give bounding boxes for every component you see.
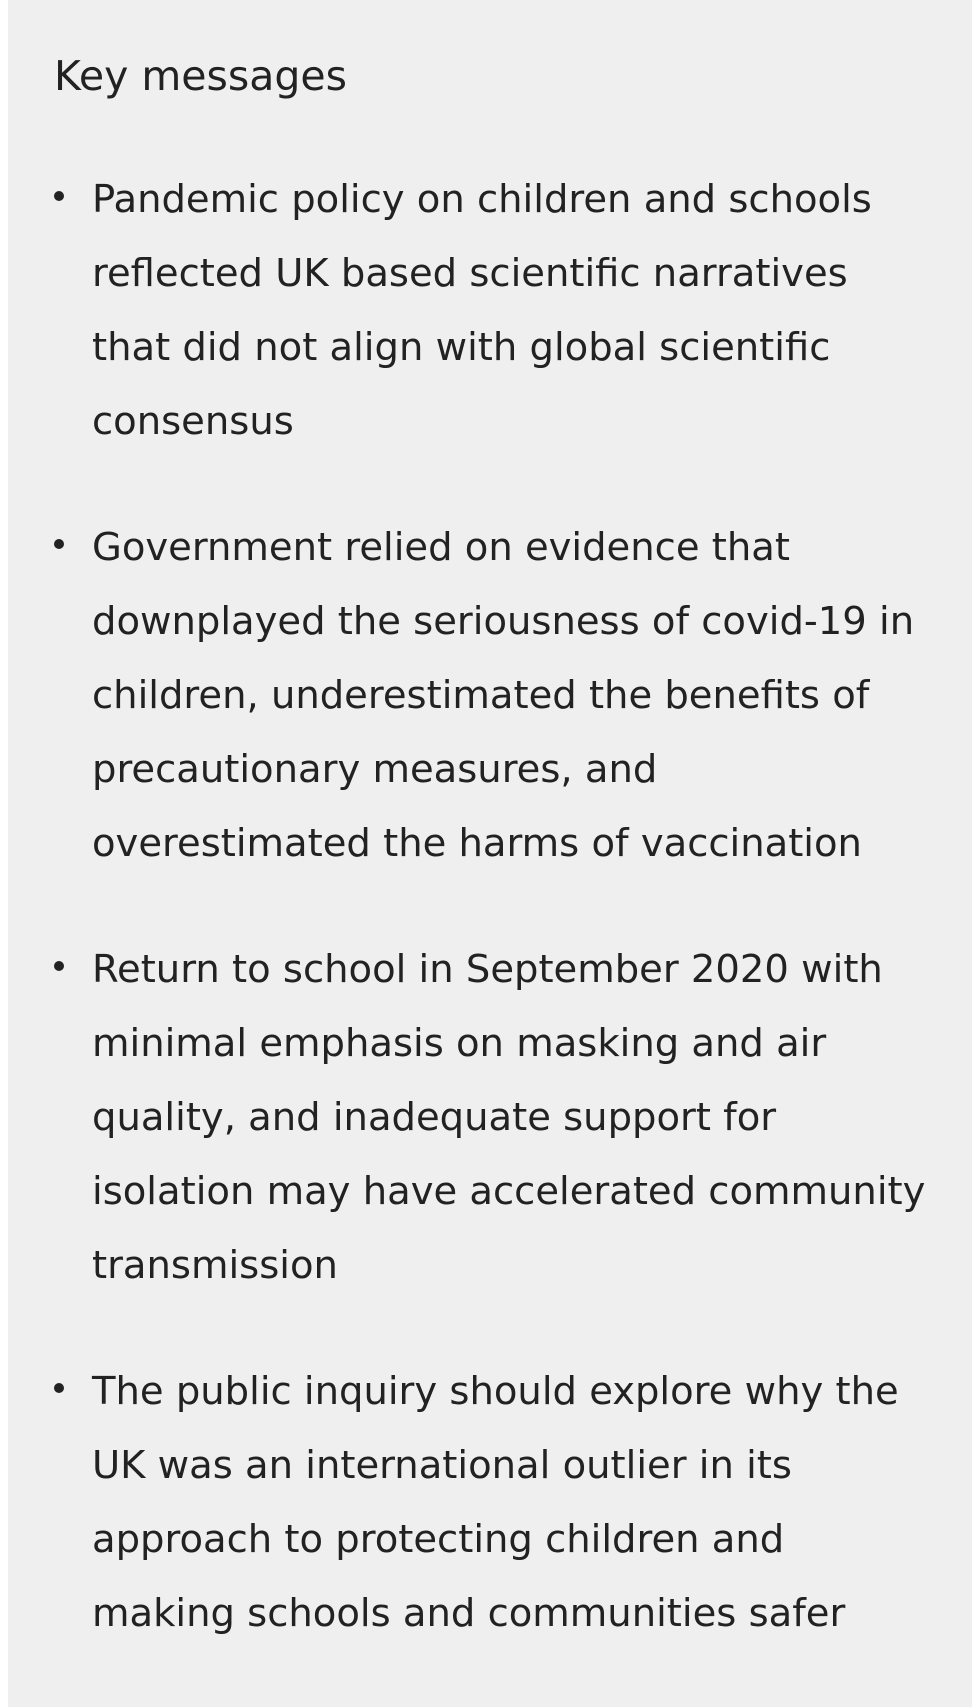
bullet-icon: [54, 539, 64, 549]
list-item: [54, 933, 932, 1303]
key-messages-box: [8, 0, 972, 1707]
bullet-icon: [54, 961, 64, 971]
key-messages-heading: Key messages: [54, 52, 347, 100]
list-item-text: Government relied on evidence that downplayed the seriousness of covid-19 in children, underestimated the benefits of precautionary measures, and overestimated the harms of vaccination: [92, 525, 915, 867]
bullet-icon: [54, 191, 64, 201]
list-item: [54, 1355, 932, 1651]
list-item: [54, 163, 932, 459]
list-item: [54, 511, 932, 881]
key-messages-list: [54, 163, 932, 1651]
bullet-icon: [54, 1383, 64, 1393]
list-item-text: Pandemic policy on children and schools reflected UK based scientific narratives that did not align with global scientific consensus: [92, 177, 872, 445]
list-item-text: The public inquiry should explore why the UK was an international outlier in its approach to protecting children and making schools and communities safer: [92, 1369, 899, 1637]
list-item-text: Return to school in September 2020 with minimal emphasis on masking and air quality, and inadequate support for isolation may have accelerated community transmission: [92, 947, 926, 1289]
